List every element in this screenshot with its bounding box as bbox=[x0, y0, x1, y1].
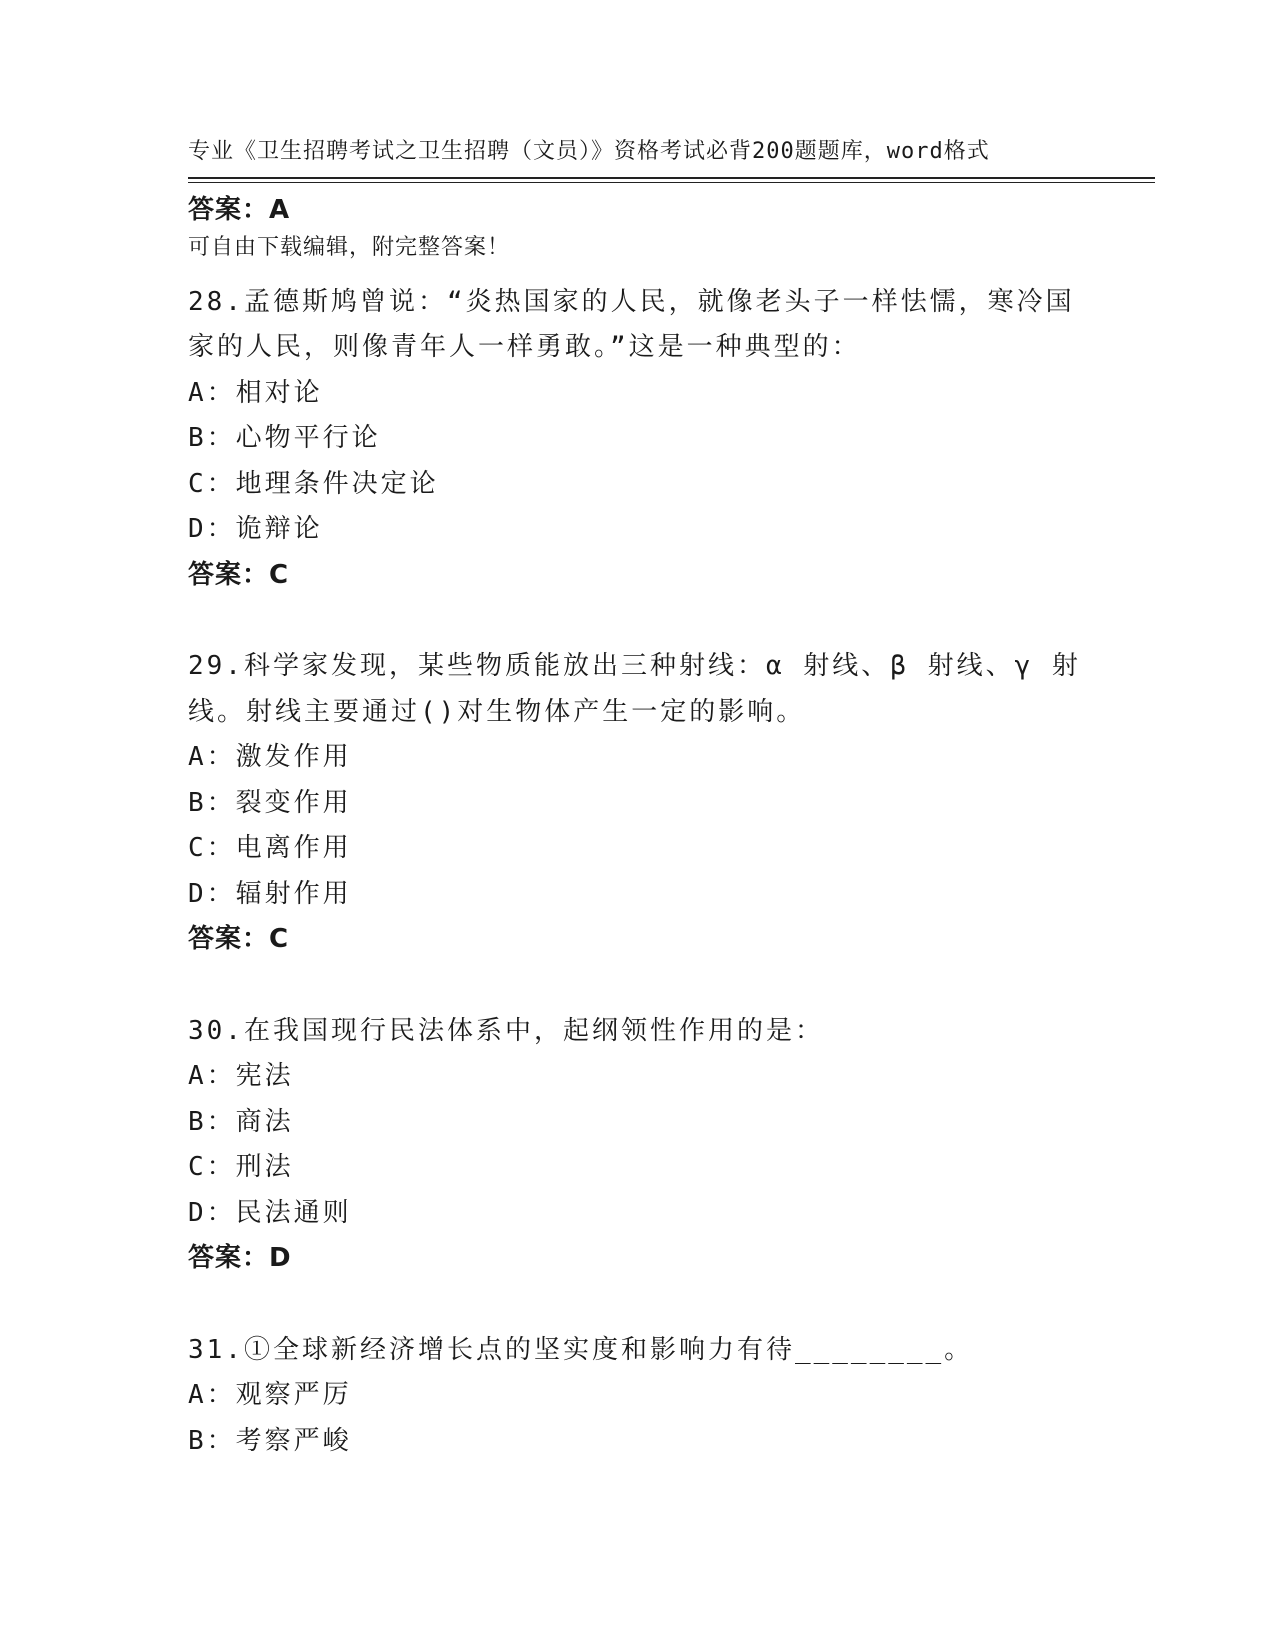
option-a: A：观察严厉 bbox=[188, 1380, 352, 1410]
question-stem-line: 线。射线主要通过()对生物体产生一定的影响。 bbox=[188, 696, 806, 727]
question-30 bbox=[188, 1009, 1088, 1282]
question-29 bbox=[188, 644, 1088, 963]
question-list bbox=[188, 188, 1088, 1464]
option-c: C：地理条件决定论 bbox=[188, 468, 439, 499]
option-b: B：裂变作用 bbox=[188, 787, 352, 818]
option-a: A：相对论 bbox=[188, 377, 323, 408]
answer-line: 答案：C bbox=[188, 924, 290, 954]
question-stem-line: 31.①全球新经济增长点的坚实度和影响力有待________。 bbox=[188, 1334, 974, 1365]
option-d: D：辐射作用 bbox=[188, 878, 352, 909]
option-d: D：诡辩论 bbox=[188, 514, 323, 544]
header-divider-thin bbox=[188, 182, 1155, 183]
question-stem-line: 30.在我国现行民法体系中，起纲领性作用的是： bbox=[188, 1015, 824, 1046]
option-a: A：激发作用 bbox=[188, 742, 352, 772]
question-stem-line: 29.科学家发现，某些物质能放出三种射线：α 射线、β 射线、γ 射 bbox=[188, 651, 1081, 681]
answer-line: 答案：D bbox=[188, 1243, 292, 1273]
header-divider-thick bbox=[188, 177, 1155, 179]
question-stem-line: 28.孟德斯鸠曾说：“炎热国家的人民，就像老头子一样怯懦，寒冷国 bbox=[188, 286, 1075, 317]
answer-line: 答案：C bbox=[188, 559, 290, 590]
option-a: A：宪法 bbox=[188, 1061, 294, 1091]
option-b: B：商法 bbox=[188, 1106, 294, 1137]
option-c: C：电离作用 bbox=[188, 833, 352, 863]
option-b: B：考察严峻 bbox=[188, 1425, 352, 1456]
question-28 bbox=[188, 280, 1088, 599]
question-stem-line: 家的人民，则像青年人一样勇敢。”这是一种典型的： bbox=[188, 332, 861, 362]
option-c: C：刑法 bbox=[188, 1152, 294, 1182]
previous-answer: 答案：A bbox=[188, 195, 291, 225]
header-line-2: 可自由下载编辑，附完整答案！ bbox=[188, 235, 511, 260]
option-b: B：心物平行论 bbox=[188, 423, 381, 453]
option-d: D：民法通则 bbox=[188, 1197, 352, 1228]
header-line-1: 专业《卫生招聘考试之卫生招聘（文员）》资格考试必背200题题库，word格式 bbox=[188, 139, 990, 164]
question-31 bbox=[188, 1328, 1088, 1465]
